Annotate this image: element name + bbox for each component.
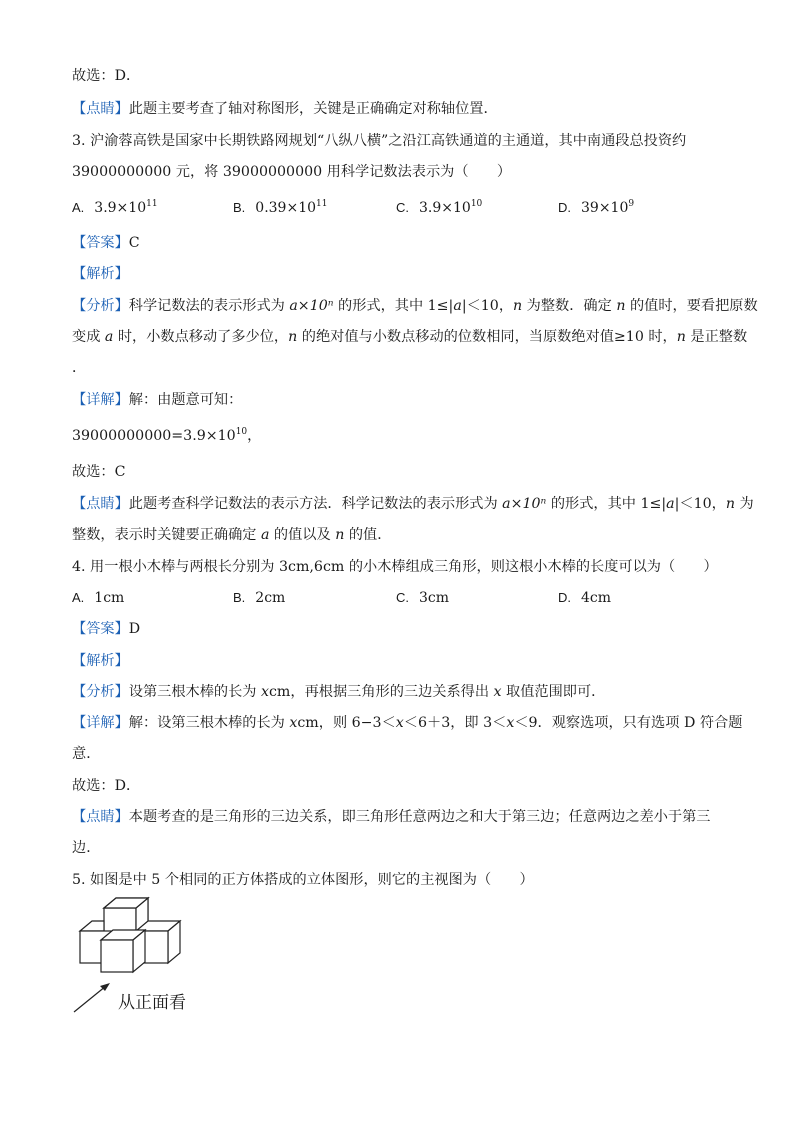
front-cube	[101, 930, 145, 972]
q4-option-d: D. 4cm	[558, 590, 612, 606]
q5-stem: 5. 如图是中 5 个相同的正方体搭成的立体图形，则它的主视图为（ ）	[72, 872, 534, 888]
q4-option-c: C. 3cm	[396, 590, 450, 606]
q2-choice: 故选：D．	[72, 68, 141, 84]
q4-point-line2: 边．	[72, 840, 101, 856]
q4-choice: 故选：D．	[72, 778, 141, 794]
q3-option-b: B. $0.39\times 10^{11}$	[233, 199, 328, 216]
q3-fenxi-line3: ．	[72, 360, 87, 376]
q2-point	[72, 99, 498, 119]
q3-answer	[72, 233, 140, 253]
answer-value: C	[128, 235, 140, 251]
q3-fenxi-line2: 变成 a 时，小数点移动了多少位，n 的绝对值与小数点移动的位数相同，当原数绝对值≥10 时，n 是正整数	[72, 329, 748, 345]
q4-stem: 4. 用一根小木棒与两根长分别为 3cm,6cm 的小木棒组成三角形，则这根小木棒的长度可以为（ ）	[72, 559, 718, 575]
q3-option-c: C. $3.9\times 10^{10}$	[396, 199, 483, 216]
q3-option-d: D. $39\times 10^9$	[558, 199, 635, 216]
q3-stem-line1: 3. 沪渝蓉高铁是国家中长期铁路网规划“八纵八横”之沿江高铁通道的主通道，其中南通段总投资约	[72, 133, 687, 149]
q3-xiangjie: 【详解】解：由题意可知：	[72, 392, 243, 408]
point-tag: 【点睛】	[72, 101, 129, 117]
q3-fenxi-line1: 【分析】科学记数法的表示形式为 a×10ⁿ 的形式，其中 1≤|a|＜10，n 为整数．确定 n 的值时，要看把原数	[72, 298, 758, 314]
answer-tag: 【答案】	[72, 235, 129, 251]
q3-option-a: A. $3.9\times 10^{11}$	[72, 199, 158, 216]
q4-xiangjie-line1: 【详解】解：设第三根木棒的长为 xcm，则 6−3＜x＜6＋3，即 3＜x＜9．观察选项，只有选项 D 符合题	[72, 715, 743, 731]
q4-option-b: B. 2cm	[233, 590, 286, 606]
q4-answer: 【答案】D	[72, 621, 141, 637]
q4-xiangjie-line2: 意．	[72, 746, 101, 762]
q3-stem-line2: 39000000000 元，将 39000000000 用科学记数法表示为（ ）	[72, 164, 512, 180]
q4-option-a: A. 1cm	[72, 590, 125, 606]
q3-point-line1: 【点睛】此题考查科学记数法的表示方法．科学记数法的表示形式为 a×10ⁿ 的形式，其中 1≤|a|＜10，n 为	[72, 496, 754, 512]
q4-analysis-tag: 【解析】	[72, 653, 129, 669]
q4-fenxi: 【分析】设第三根木棒的长为 xcm，再根据三角形的三边关系得出 x 取值范围即可．	[72, 684, 606, 700]
figure-caption: 从正面看	[118, 993, 186, 1013]
q4-point-line1: 【点睛】本题考查的是三角形的三边关系，即三角形任意两边之和大于第三边；任意两边之差小于第三	[72, 809, 711, 825]
view-arrow-icon	[74, 983, 110, 1012]
q3-equation: $39000000000=3.9\times 10^{10}$，	[72, 427, 262, 444]
q3-choice: 故选：C	[72, 464, 126, 480]
q3-point-line2: 整数，表示时关键要正确确定 a 的值以及 n 的值．	[72, 527, 392, 543]
point-text: 此题主要考查了轴对称图形，关键是正确确定对称轴位置．	[128, 101, 498, 117]
q3-analysis-tag: 【解析】	[72, 266, 129, 282]
